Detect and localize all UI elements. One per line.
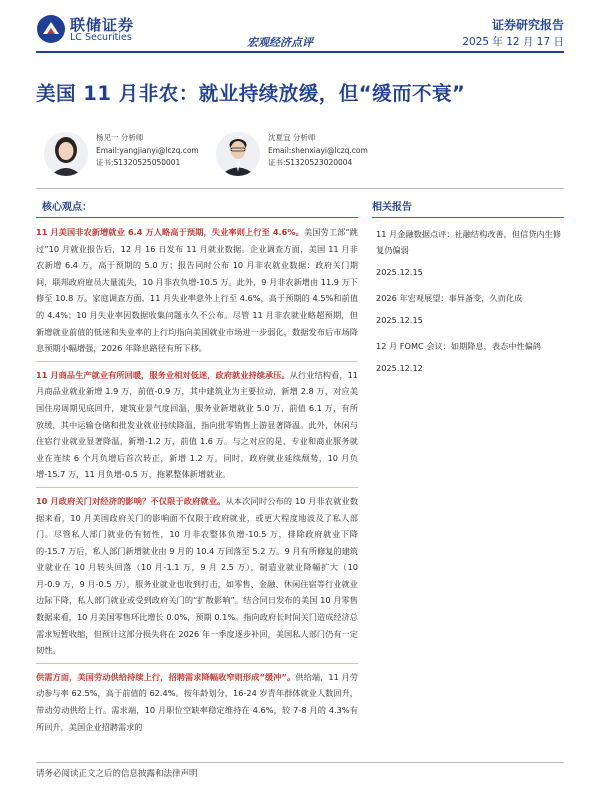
paragraph-divider: [36, 361, 358, 362]
company-logo: [36, 14, 156, 50]
core-views-heading: 核心观点：: [42, 202, 92, 213]
related-report-date: 2025.12.15: [376, 267, 423, 277]
related-report-link[interactable]: 11 月金融数据点评：社融结构改善，但信贷内生修复仍偏弱: [376, 229, 561, 255]
core-paragraph: [36, 669, 358, 735]
paragraph-divider: [36, 663, 358, 664]
page-header: [0, 0, 600, 60]
lc-securities-logo-icon: [36, 14, 66, 44]
paragraph-body: 从本次同时公布的 10 月非农就业数据来看，10 月美国政府关门的影响面不仅限于政府就业，或更大程度地波及了私人部门。尽管私人部门就业仍有韧性，10 月非农整体负增-10.5 万，排除政府就业下降的-15.7 万后，私人部门新增就业由 9 月的 10.4 万回落至 5.2 万。9 月有所修复的建筑业就业在 10 月转头回落（10 月-1.1 万，9 月 2.5 万），制造业就业降幅扩大（10 月-0.9 万，9 月-0.5 万），服务业就业也收到打击，如零售、金融、休闲住宿等行业就业边际下降，私人部门就业或受到政府关门的“扩散影响”。结合同日发布的美国 10 月零售数据来看，10 月美国零售环比增长 0.0%，预期 0.1%。指向政府长时间关门造成经济总需求短暂收缩，但预计这部分损失将在 2026 年一季度逐步补回，美国私人部门仍有一定韧性。: [36, 495, 358, 656]
heading-rule: [36, 217, 358, 218]
header-divider: [36, 51, 564, 53]
report-date: 2025 年 12 月 17 日: [462, 36, 564, 48]
report-title: 美国 11 月非农：就业持续放缓，但“缓而不衰”: [36, 82, 466, 105]
core-paragraph: [36, 224, 358, 357]
paragraph-lead: 供需方面，美国劳动供给持续上行，招聘需求降幅收窄则形成“缓冲”。: [36, 671, 296, 682]
logo-chinese-name: 联储证券: [70, 16, 135, 34]
related-report-link[interactable]: 2026 年宏观展望：事异备变，久而化成: [376, 293, 523, 303]
section-divider: [36, 188, 564, 189]
related-reports-heading: 相关报告: [372, 202, 412, 213]
paragraph-body: 从行业结构看，11 月商品业就业新增 1.9 万，前值-0.9 万，其中建筑业为主要拉动，新增 2.8 万，对应美国住房周期见底回升，建筑业景气度回温，服务业新增就业 5.0 万，前值 6.1 万，有所放缓，其中运输仓储和批发业就业持续降温，指向批零销售上游显著降温。此外，休闲与住宿行业就业显著降温，新增-1.2 万，前值 1.6 万。与之对应的是，专业和商业服务就业在连续 6 个月负增后首次转正，新增 1.2 万。同时，政府就业延续颓势，10 月负增-15.7 万，11 月负增-0.5 万，拖累整体新增就业。: [36, 369, 358, 480]
heading-rule: [372, 217, 564, 218]
footer-disclaimer: 请务必阅读正文之后的信息披露和法律声明: [36, 769, 198, 779]
core-views-section: [36, 195, 358, 750]
paragraph-divider: [36, 487, 358, 488]
analyst-license: 证书:S1320523020004: [268, 158, 353, 167]
analyst-email[interactable]: Email:yangjianyi@lczq.com: [96, 145, 199, 155]
analyst-license: 证书:S1320525050001: [96, 158, 181, 167]
footer-divider: [36, 762, 564, 763]
paragraph-body: 供给端，11 月劳动参与率 62.5%，高于前值的 62.4%。按年龄划分，16-24 岁青年群体就业人数回升，带动劳动供给上行。需求端，10 月职位空缺率稳定维持在 4.6%，较 7-8 月的 4.3%有所回升，美国企业招聘需求的: [36, 671, 358, 732]
paragraph-body: 美国劳工部“跳过”10 月就业报告后，12 月 16 日发布 11 月就业数据。企业调查方面，美国 11 月非农新增 6.4 万，高于预期的 5.0 万；报告同时公布 10 月非农就业数据：政府关门期间，联邦政府雇员大量流失，10 月非农负增-10.5 万。此外，9 月非农新增由 11.9 万下修至 10.8 万。家庭调查方面，11 月失业率意外上行至 4.6%，高于预期的 4.5%和前值的 4.4%；10 月失业率因数据收集问题永久不公布。尽管 11 月非农就业略超预期，但新增就业前值的低迷和失业率的上行均指向美国就业市场进一步弱化，数据发布后市场降息预期小幅增强，2026 年降息路径有所下移。: [36, 227, 358, 354]
analyst-email[interactable]: Email:shenxiayi@lczq.com: [268, 145, 368, 155]
analyst-avatar: [44, 132, 88, 176]
logo-english-name: LC Securities: [70, 32, 132, 43]
report-brand-label: 证券研究报告: [491, 18, 564, 32]
analyst-info: [268, 132, 428, 170]
core-paragraph: [36, 493, 358, 659]
report-type-label: 宏观经济点评: [247, 36, 313, 49]
related-report-link[interactable]: 12 月 FOMC 会议：如期降息，表态中性偏鸽: [376, 341, 541, 351]
paragraph-lead: 11 月商品生产就业有所回暖，服务业相对低迷，政府就业持续承压。: [36, 369, 290, 380]
paragraph-lead: 11 月美国非农新增就业 6.4 万人略高于预期，失业率则上行至 4.6%。: [36, 227, 304, 237]
male-avatar-icon: [216, 132, 260, 176]
related-reports-panel: [372, 195, 564, 555]
paragraph-lead: 10 月政府关门对经济的影响？不仅限于政府就业。: [36, 495, 226, 506]
analyst-avatar: [216, 132, 260, 176]
analyst-name: 沈夏宜 分析师: [268, 133, 316, 142]
analyst-name: 杨见一 分析师: [96, 133, 144, 142]
core-paragraph: [36, 367, 358, 483]
related-report-date: 2025.12.12: [376, 363, 423, 373]
female-avatar-icon: [44, 132, 88, 176]
related-report-date: 2025.12.15: [376, 315, 423, 325]
